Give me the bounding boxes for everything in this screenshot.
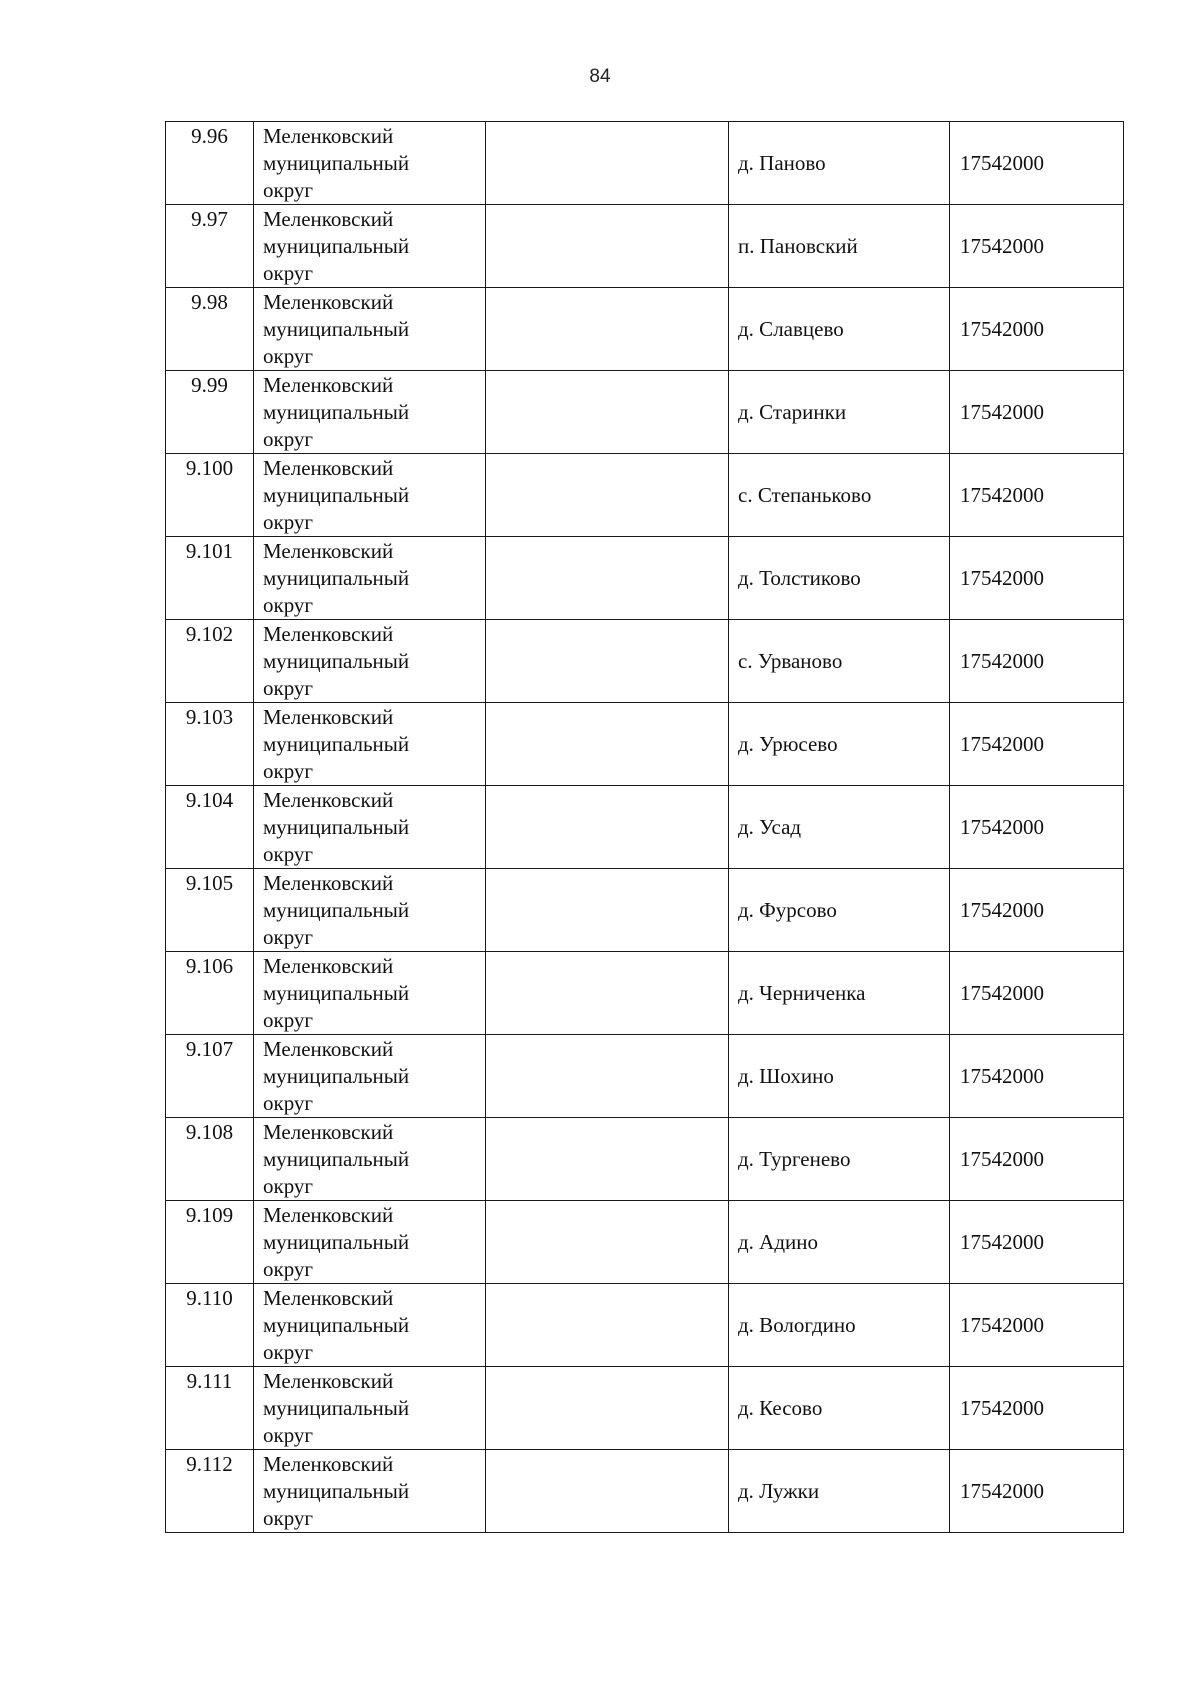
district-name-line3: округ: [263, 1340, 314, 1364]
district-name-line3: округ: [263, 178, 314, 202]
row-number: 9.111: [166, 1367, 254, 1450]
oktmo-code: 17542000: [950, 288, 1124, 371]
table-row: [166, 1284, 1124, 1367]
empty-cell: [486, 371, 729, 454]
district-cell: [254, 537, 486, 620]
table-row: [166, 952, 1124, 1035]
empty-cell: [486, 952, 729, 1035]
settlement-name: д. Черниченка: [729, 952, 950, 1035]
district-name-line3: округ: [263, 427, 314, 451]
row-number: 9.106: [166, 952, 254, 1035]
district-cell: [254, 1035, 486, 1118]
empty-cell: [486, 1367, 729, 1450]
district-name-line1: Меленковский: [263, 1286, 394, 1310]
district-cell: [254, 952, 486, 1035]
table-row: [166, 703, 1124, 786]
district-name-line1: Меленковский: [263, 456, 394, 480]
district-name-line1: Меленковский: [263, 124, 394, 148]
oktmo-code: 17542000: [950, 1367, 1124, 1450]
settlement-name: д. Паново: [729, 122, 950, 205]
row-number: 9.101: [166, 537, 254, 620]
settlement-name: с. Урваново: [729, 620, 950, 703]
row-number: 9.100: [166, 454, 254, 537]
district-cell: [254, 205, 486, 288]
oktmo-code: 17542000: [950, 1118, 1124, 1201]
district-cell: [254, 1450, 486, 1533]
settlement-name: д. Славцево: [729, 288, 950, 371]
settlement-name: д. Усад: [729, 786, 950, 869]
page-number: 84: [589, 66, 611, 87]
table-row: [166, 454, 1124, 537]
row-number: 9.108: [166, 1118, 254, 1201]
settlement-name: д. Толстиково: [729, 537, 950, 620]
row-number: 9.99: [166, 371, 254, 454]
table-row: [166, 205, 1124, 288]
oktmo-code: 17542000: [950, 786, 1124, 869]
district-cell: [254, 1201, 486, 1284]
table-row: [166, 1118, 1124, 1201]
table-row: [166, 371, 1124, 454]
table-row: [166, 122, 1124, 205]
row-number: 9.112: [166, 1450, 254, 1533]
empty-cell: [486, 288, 729, 371]
settlement-name: с. Степаньково: [729, 454, 950, 537]
district-cell: [254, 869, 486, 952]
district-name-line1: Меленковский: [263, 1203, 394, 1227]
district-name-line3: округ: [263, 1008, 314, 1032]
district-cell: [254, 703, 486, 786]
district-name-line2: муниципальный: [263, 1396, 410, 1420]
district-name-line2: муниципальный: [263, 151, 410, 175]
empty-cell: [486, 620, 729, 703]
district-name-line2: муниципальный: [263, 1230, 410, 1254]
oktmo-code: 17542000: [950, 1284, 1124, 1367]
district-name-line3: округ: [263, 1423, 314, 1447]
district-name-line2: муниципальный: [263, 1313, 410, 1337]
empty-cell: [486, 1035, 729, 1118]
oktmo-code: 17542000: [950, 537, 1124, 620]
empty-cell: [486, 1450, 729, 1533]
settlements-table-body: [166, 122, 1124, 1533]
district-name-line2: муниципальный: [263, 400, 410, 424]
table-row: [166, 537, 1124, 620]
district-name-line2: муниципальный: [263, 317, 410, 341]
table-row: [166, 1035, 1124, 1118]
row-number: 9.98: [166, 288, 254, 371]
district-name-line1: Меленковский: [263, 1037, 394, 1061]
district-name-line1: Меленковский: [263, 1120, 394, 1144]
table-row: [166, 288, 1124, 371]
oktmo-code: 17542000: [950, 1035, 1124, 1118]
district-cell: [254, 620, 486, 703]
row-number: 9.97: [166, 205, 254, 288]
oktmo-code: 17542000: [950, 1201, 1124, 1284]
empty-cell: [486, 454, 729, 537]
row-number: 9.105: [166, 869, 254, 952]
district-name-line1: Меленковский: [263, 207, 394, 231]
empty-cell: [486, 869, 729, 952]
oktmo-code: 17542000: [950, 205, 1124, 288]
district-name-line3: округ: [263, 1091, 314, 1115]
district-name-line3: округ: [263, 676, 314, 700]
settlement-name: п. Пановский: [729, 205, 950, 288]
empty-cell: [486, 703, 729, 786]
settlement-name: д. Шохино: [729, 1035, 950, 1118]
table-row: [166, 786, 1124, 869]
district-name-line2: муниципальный: [263, 1147, 410, 1171]
settlement-name: д. Фурсово: [729, 869, 950, 952]
district-name-line3: округ: [263, 1506, 314, 1530]
district-name-line2: муниципальный: [263, 483, 410, 507]
district-name-line1: Меленковский: [263, 539, 394, 563]
empty-cell: [486, 1284, 729, 1367]
district-name-line2: муниципальный: [263, 732, 410, 756]
district-name-line2: муниципальный: [263, 815, 410, 839]
empty-cell: [486, 1201, 729, 1284]
oktmo-code: 17542000: [950, 122, 1124, 205]
district-name-line3: округ: [263, 1257, 314, 1281]
table-row: [166, 620, 1124, 703]
row-number: 9.103: [166, 703, 254, 786]
district-name-line1: Меленковский: [263, 290, 394, 314]
oktmo-code: 17542000: [950, 869, 1124, 952]
settlement-name: д. Вологдино: [729, 1284, 950, 1367]
oktmo-code: 17542000: [950, 371, 1124, 454]
district-name-line3: округ: [263, 842, 314, 866]
row-number: 9.107: [166, 1035, 254, 1118]
district-name-line2: муниципальный: [263, 234, 410, 258]
district-cell: [254, 1367, 486, 1450]
district-name-line3: округ: [263, 261, 314, 285]
settlement-name: д. Старинки: [729, 371, 950, 454]
empty-cell: [486, 1118, 729, 1201]
oktmo-code: 17542000: [950, 620, 1124, 703]
district-name-line3: округ: [263, 1174, 314, 1198]
district-name-line2: муниципальный: [263, 898, 410, 922]
district-name-line3: округ: [263, 510, 314, 534]
settlement-name: д. Кесово: [729, 1367, 950, 1450]
district-name-line3: округ: [263, 593, 314, 617]
empty-cell: [486, 537, 729, 620]
table-row: [166, 1367, 1124, 1450]
row-number: 9.96: [166, 122, 254, 205]
district-name-line1: Меленковский: [263, 954, 394, 978]
settlement-name: д. Лужки: [729, 1450, 950, 1533]
district-name-line1: Меленковский: [263, 1369, 394, 1393]
oktmo-code: 17542000: [950, 952, 1124, 1035]
district-name-line2: муниципальный: [263, 981, 410, 1005]
district-name-line1: Меленковский: [263, 788, 394, 812]
district-name-line3: округ: [263, 925, 314, 949]
row-number: 9.109: [166, 1201, 254, 1284]
settlement-name: д. Тургенево: [729, 1118, 950, 1201]
empty-cell: [486, 205, 729, 288]
district-cell: [254, 371, 486, 454]
row-number: 9.102: [166, 620, 254, 703]
district-name-line3: округ: [263, 759, 314, 783]
table-row: [166, 1450, 1124, 1533]
district-name-line2: муниципальный: [263, 1479, 410, 1503]
district-name-line1: Меленковский: [263, 871, 394, 895]
district-name-line1: Меленковский: [263, 705, 394, 729]
district-cell: [254, 1118, 486, 1201]
district-cell: [254, 454, 486, 537]
district-cell: [254, 288, 486, 371]
district-name-line2: муниципальный: [263, 566, 410, 590]
row-number: 9.104: [166, 786, 254, 869]
empty-cell: [486, 786, 729, 869]
settlement-name: д. Адино: [729, 1201, 950, 1284]
district-name-line1: Меленковский: [263, 373, 394, 397]
district-cell: [254, 1284, 486, 1367]
district-name-line1: Меленковский: [263, 622, 394, 646]
oktmo-code: 17542000: [950, 1450, 1124, 1533]
row-number: 9.110: [166, 1284, 254, 1367]
district-name-line2: муниципальный: [263, 1064, 410, 1088]
table-row: [166, 869, 1124, 952]
district-name-line2: муниципальный: [263, 649, 410, 673]
district-name-line3: округ: [263, 344, 314, 368]
table-row: [166, 1201, 1124, 1284]
oktmo-code: 17542000: [950, 454, 1124, 537]
district-name-line1: Меленковский: [263, 1452, 394, 1476]
settlement-name: д. Урюсево: [729, 703, 950, 786]
empty-cell: [486, 122, 729, 205]
district-cell: [254, 786, 486, 869]
oktmo-code: 17542000: [950, 703, 1124, 786]
settlements-table: [165, 121, 1124, 1533]
district-cell: [254, 122, 486, 205]
